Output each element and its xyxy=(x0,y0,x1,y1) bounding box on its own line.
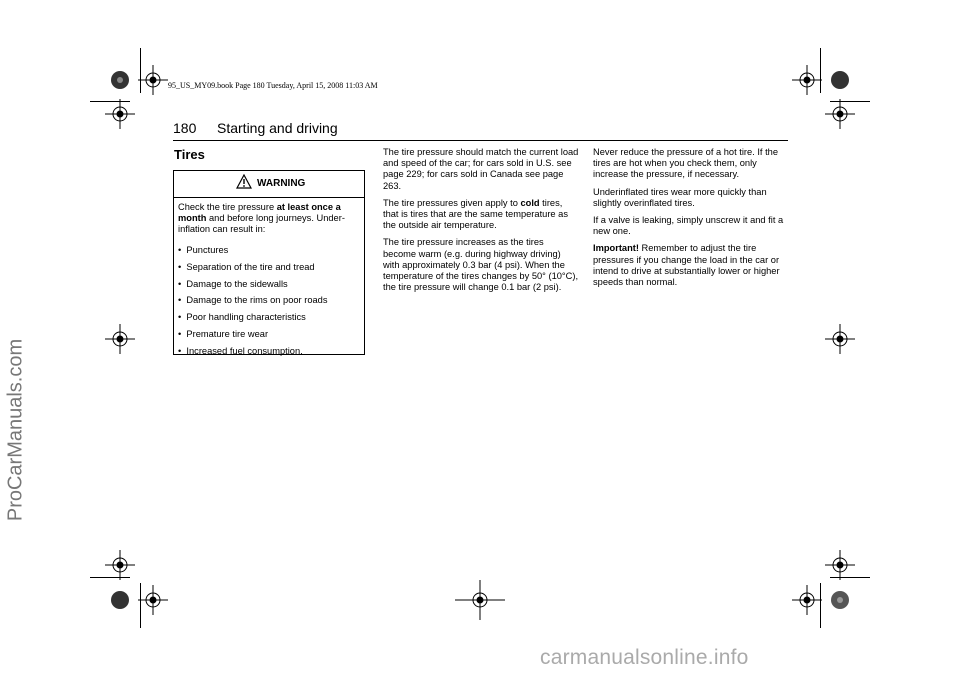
warning-bullets xyxy=(178,242,362,360)
warning-triangle-icon xyxy=(236,174,252,189)
watermark-left: ProCarManuals.com xyxy=(4,338,27,522)
paragraph: The tire pressure increases as the tires become warm (e.g. during highway driving) with approximately 0.3 bar (4 psi). When the temperature of the tires changes by 50° (10°C), the tire pressure will change 0.1 bar (2 psi). xyxy=(383,237,579,293)
column-3 xyxy=(593,147,789,294)
paragraph: Underinflated tires wear more quickly than slightly overinflated tires. xyxy=(593,186,767,208)
list-item: • Damage to the rims on poor roads xyxy=(178,295,328,306)
heading-tires: Tires xyxy=(174,147,205,162)
list-item: • Punctures xyxy=(178,245,229,255)
list-item: • Separation of the tire and tread xyxy=(178,261,315,272)
column-2 xyxy=(383,147,579,299)
paragraph: The tire pressure should match the current load and speed of the car; for cars sold in U.S. see page 229; for cars sold in Canada see page 263. xyxy=(383,147,579,191)
list-item: • Premature tire wear xyxy=(178,328,269,339)
section-title: Starting and driving xyxy=(217,120,338,136)
paragraph: The tire pressures given apply to cold tires, that is tires that are the same temperature as the outside air temperature. xyxy=(383,197,568,231)
list-item: • Poor handling characteristics xyxy=(178,312,306,323)
warning-title: WARNING xyxy=(257,178,306,189)
watermark-bottom: carmanualsonline.info xyxy=(540,646,749,669)
file-header: 95_US_MY09.book Page 180 Tuesday, April 15, 2008 11:03 AM xyxy=(168,81,378,90)
paragraph: Important! Remember to adjust the tire pressures if you change the load in the car or intend to drive at substantially lower or higher speeds than normal. xyxy=(593,243,780,288)
warning-intro: Check the tire pressure at least once a month and before long journeys. Under-inflation can result in: xyxy=(178,202,345,235)
warning-divider xyxy=(173,197,365,198)
list-item: • Damage to the sidewalls xyxy=(178,278,288,289)
paragraph: If a valve is leaking, simply unscrew it and fit a new one. xyxy=(593,215,784,237)
page-number: 180 xyxy=(173,120,197,136)
paragraph: Never reduce the pressure of a hot tire. If the tires are hot when you check them, only increase the pressure, if necessary. xyxy=(593,147,779,180)
list-item: • Increased fuel consumption. xyxy=(178,345,303,356)
header-rule xyxy=(173,140,788,141)
